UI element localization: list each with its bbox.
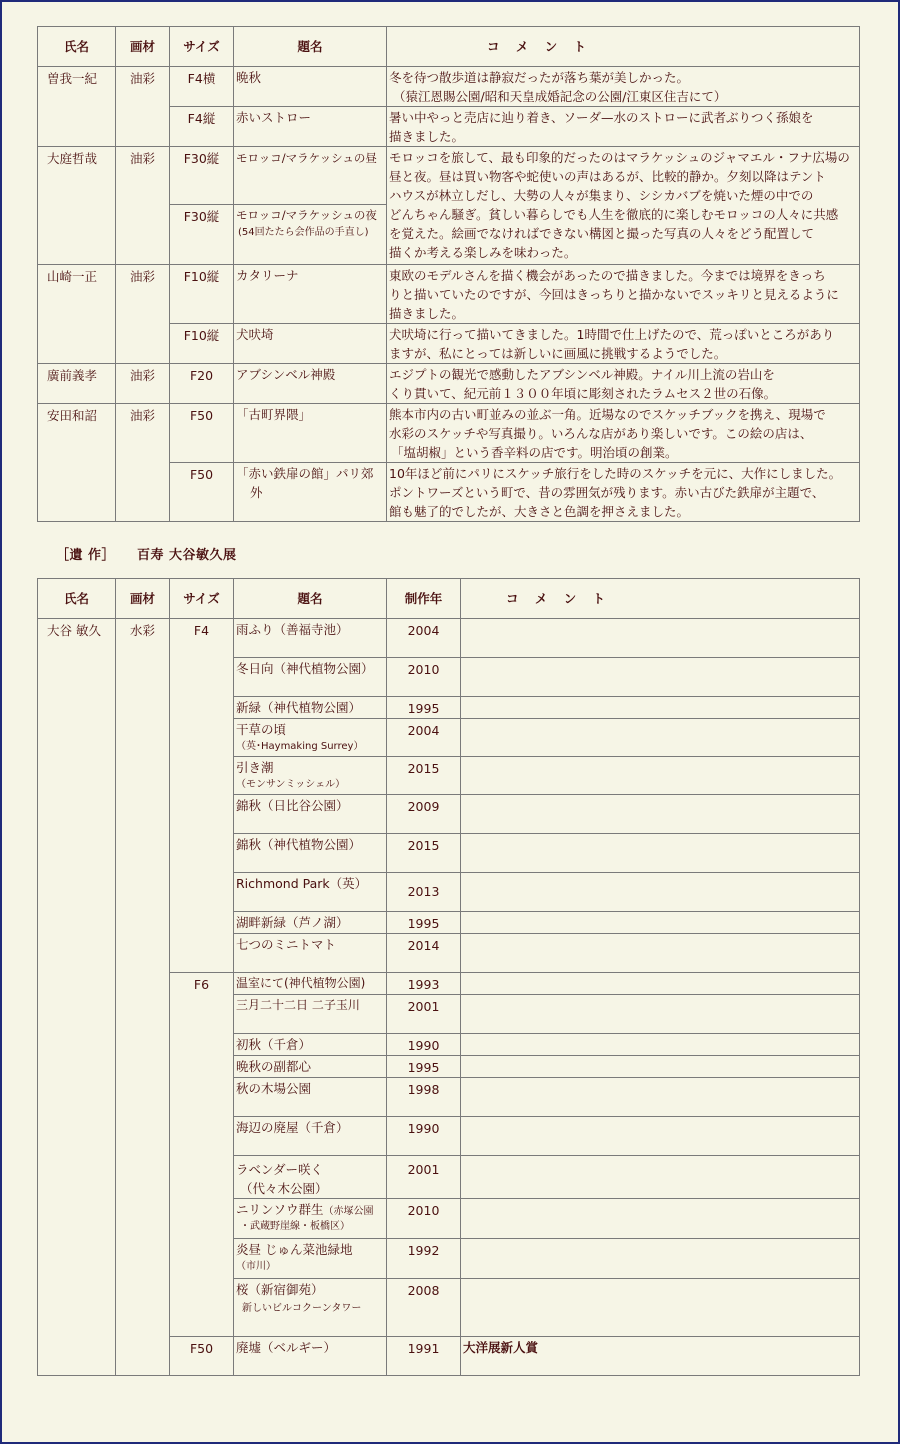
work-comment	[387, 463, 860, 522]
table-row	[38, 265, 860, 324]
work-year: 1995	[387, 912, 461, 934]
comment-line: ポントワーズという町で、昔の雰囲気が残ります。赤い古びた鉄扉が主題で、	[389, 485, 825, 500]
work-year: 1992	[387, 1239, 461, 1279]
title-text: （代々木公園）	[240, 1181, 328, 1196]
header-title: 題名	[234, 579, 387, 619]
work-year: 1995	[387, 1056, 461, 1078]
work-comment	[387, 67, 860, 107]
work-year: 2001	[387, 995, 461, 1034]
work-comment	[461, 719, 860, 757]
work-title: 廃墟（ベルギー）	[234, 1337, 387, 1376]
comment-line: 水彩のスケッチや写真撮り。いろんな店があり楽しいです。この絵の店は、	[389, 426, 813, 441]
work-title	[234, 205, 387, 265]
work-comment	[461, 1078, 860, 1117]
comment-line: （猿江恩賜公園/昭和天皇成婚記念の公園/江東区住吉にて）	[393, 89, 727, 104]
header-comment: コ メ ン ト	[387, 27, 860, 67]
work-size: F30縦	[170, 205, 234, 265]
work-comment	[461, 697, 860, 719]
title-note: （英･Haymaking Surrey）	[236, 741, 364, 752]
work-year: 2015	[387, 834, 461, 873]
title-text: モロッコ/マラケッシュの夜	[236, 208, 377, 222]
title-text: ニリンソウ群生	[236, 1202, 324, 1217]
work-title	[234, 1279, 387, 1337]
title-note: （市川）	[236, 1261, 276, 1272]
artist-medium: 油彩	[116, 265, 170, 364]
title-note: ・武蔵野崖線・板橋区）	[240, 1221, 350, 1232]
work-title: 錦秋（日比谷公園）	[234, 795, 387, 834]
work-title: 秋の木場公園	[234, 1078, 387, 1117]
work-title	[234, 1156, 387, 1199]
section-label: ［遺 作］	[56, 548, 116, 563]
work-year: 2010	[387, 1199, 461, 1239]
title-text: モロッコ/マラケッシュの昼	[236, 151, 377, 165]
work-title: アブシンベル神殿	[234, 364, 387, 404]
artist-name: 廣前義孝	[38, 364, 116, 404]
title-text: 桜（新宿御苑）	[236, 1282, 324, 1297]
title-note: 新しいビルコクーンタワー	[242, 1303, 362, 1314]
work-comment	[461, 658, 860, 697]
comment-line: 描くか考える楽しみを味わった。	[389, 245, 577, 260]
artist-name: 大谷 敏久	[38, 619, 116, 1376]
work-year: 2004	[387, 619, 461, 658]
title-note: （モンサンミッシェル）	[236, 779, 346, 790]
section-title: 百寿 大谷敏久展	[137, 548, 237, 563]
work-year: 1991	[387, 1337, 461, 1376]
artist-medium: 油彩	[116, 364, 170, 404]
work-title: 海辺の廃屋（千倉）	[234, 1117, 387, 1156]
work-year: 2013	[387, 873, 461, 912]
table-row	[38, 404, 860, 463]
table-header-row	[38, 579, 860, 619]
comment-line: 館も魅了的でしたが、大きさと色調を押さえました。	[389, 504, 690, 519]
work-title: 晩秋	[234, 67, 387, 107]
work-comment	[461, 1117, 860, 1156]
work-size: F4横	[170, 67, 234, 107]
work-comment	[461, 1279, 860, 1337]
work-comment	[461, 973, 860, 995]
work-year: 1995	[387, 697, 461, 719]
table-row	[38, 619, 860, 658]
title-note: （赤塚公園	[323, 1206, 374, 1217]
work-year: 2010	[387, 658, 461, 697]
work-title: 犬吠埼	[234, 324, 387, 364]
header-year: 制作年	[387, 579, 461, 619]
comment-line: 昼と夜。昼は買い物客や蛇使いの声はあるが、比較的静か。夕刻以降はテント	[389, 169, 826, 184]
work-size: F4縦	[170, 107, 234, 147]
work-size: F50	[170, 463, 234, 522]
work-title: 温室にて(神代植物公園)	[234, 973, 387, 995]
comment-line: 描きました。	[389, 306, 465, 321]
header-medium: 画材	[116, 579, 170, 619]
header-name: 氏名	[38, 579, 116, 619]
work-title: カタリーナ	[234, 265, 387, 324]
work-year: 1990	[387, 1034, 461, 1056]
header-title: 題名	[234, 27, 387, 67]
work-comment	[461, 619, 860, 658]
title-text: 引き潮	[236, 760, 274, 775]
memorial-exhibition-table	[37, 578, 860, 1376]
work-title: 雨ふり（善福寺池）	[234, 619, 387, 658]
header-medium: 画材	[116, 27, 170, 67]
work-title: Richmond Park（英）	[234, 873, 387, 912]
work-comment	[461, 834, 860, 873]
work-year: 1993	[387, 973, 461, 995]
comment-line: 東欧のモデルさんを描く機会があったので描きました。今までは境界をきっち	[389, 268, 826, 283]
comment-line: エジプトの観光で感動したアブシンベル神殿。ナイル川上流の岩山を	[389, 367, 775, 382]
work-comment	[461, 1199, 860, 1239]
comment-line: 暑い中やっと売店に辿り着き、ソーダ—水のストローに武者ぶりつく孫娘を	[389, 110, 814, 125]
comment-line: りと描いていたのですが、今回はきっちりと描かないでスッキリと見えるように	[389, 287, 839, 302]
work-comment	[387, 364, 860, 404]
work-title: 湖畔新緑（芦ノ湖）	[234, 912, 387, 934]
work-title: 初秋（千倉）	[234, 1034, 387, 1056]
artist-medium: 水彩	[116, 619, 170, 1376]
work-comment	[387, 265, 860, 324]
work-title	[234, 147, 387, 205]
header-size: サイズ	[170, 579, 234, 619]
work-size: F10縦	[170, 324, 234, 364]
comment-line: 熊本市内の古い町並みの並ぶ一角。近場なのでスケッチブックを携え、現場で	[389, 407, 826, 422]
header-size: サイズ	[170, 27, 234, 67]
comment-line: ますが、私にとっては新しいに画風に挑戦するようでした。	[389, 346, 727, 361]
table-row	[38, 147, 860, 205]
work-title: 新緑（神代植物公園）	[234, 697, 387, 719]
comment-line: くり貫いて、紀元前１３００年頃に彫刻されたラムセス２世の石像。	[389, 386, 777, 401]
work-year: 1990	[387, 1117, 461, 1156]
table-row	[38, 67, 860, 107]
work-comment	[461, 873, 860, 912]
work-comment	[461, 1239, 860, 1279]
artist-name: 曽我一紀	[38, 67, 116, 147]
work-comment	[461, 995, 860, 1034]
work-comment	[461, 757, 860, 795]
work-title: 七つのミニトマト	[234, 934, 387, 973]
work-comment: 大洋展新人賞	[461, 1337, 860, 1376]
table-row	[38, 364, 860, 404]
comment-line: モロッコを旅して、最も印象的だったのはマラケッシュのジャマエル・フナ広場の	[389, 150, 850, 165]
work-year: 1998	[387, 1078, 461, 1117]
work-comment	[461, 1034, 860, 1056]
work-comment	[387, 147, 860, 265]
work-title: 「古町界隈」	[234, 404, 387, 463]
work-year: 2015	[387, 757, 461, 795]
comment-line: 犬吠埼に行って描いてきました。1時間で仕上げたので、荒っぽいところがあり	[389, 327, 835, 342]
work-year: 2004	[387, 719, 461, 757]
work-title	[234, 1199, 387, 1239]
comment-line: 冬を待つ散歩道は静寂だったが落ち葉が美しかった。	[389, 70, 690, 85]
header-name: 氏名	[38, 27, 116, 67]
comment-line: ハウスが林立しだし、大勢の人々が集まり、シシカバブを焼いた煙の中での	[389, 188, 814, 203]
work-size: F50	[170, 1337, 234, 1376]
work-title: 三月二十二日 二子玉川	[234, 995, 387, 1034]
work-year: 2001	[387, 1156, 461, 1199]
table-header-row	[38, 27, 860, 67]
artist-medium: 油彩	[116, 147, 170, 265]
title-text: 炎昼 じゅん菜池緑地	[236, 1242, 353, 1257]
work-comment	[461, 934, 860, 973]
work-title	[234, 719, 387, 757]
artist-medium: 油彩	[116, 404, 170, 522]
work-title	[234, 463, 387, 522]
comment-line: 10年ほど前にパリにスケッチ旅行をした時のスケッチを元に、大作にしました。	[389, 466, 842, 481]
work-size: F6	[170, 973, 234, 1337]
comment-line: どんちゃん騒ぎ。貧しい暮らしでも人生を徹底的に楽しむモロッコの人々に共感	[389, 207, 839, 222]
section-heading	[56, 544, 237, 563]
artist-name: 大庭哲哉	[38, 147, 116, 265]
comment-line: 描きました。	[389, 129, 465, 144]
work-title	[234, 757, 387, 795]
work-size: F20	[170, 364, 234, 404]
work-year: 2008	[387, 1279, 461, 1337]
comment-line: 「塩胡椒」という香辛料の店です。明治頃の創業。	[391, 445, 678, 460]
title-text: 外	[250, 485, 263, 500]
work-comment	[461, 912, 860, 934]
title-note: (54回たたら会作品の手直し)	[238, 227, 369, 238]
work-year: 2009	[387, 795, 461, 834]
work-title: 晩秋の副都心	[234, 1056, 387, 1078]
work-year: 2014	[387, 934, 461, 973]
artist-name: 山崎一正	[38, 265, 116, 364]
work-comment	[461, 795, 860, 834]
work-size: F30縦	[170, 147, 234, 205]
work-title: 冬日向（神代植物公園）	[234, 658, 387, 697]
work-comment	[387, 107, 860, 147]
artist-name: 安田和詔	[38, 404, 116, 522]
work-comment	[387, 324, 860, 364]
header-comment: コ メ ン ト	[461, 579, 860, 619]
title-text: 「赤い鉄扉の館」パリ郊	[236, 466, 374, 481]
work-size: F4	[170, 619, 234, 973]
exhibition-table	[37, 26, 860, 522]
artist-medium: 油彩	[116, 67, 170, 147]
work-title: 錦秋（神代植物公園）	[234, 834, 387, 873]
work-title: 赤いストロー	[234, 107, 387, 147]
comment-line: を覚えた。絵画でなければできない構図と撮った写真の人々をどう配置して	[389, 226, 815, 241]
work-comment	[387, 404, 860, 463]
work-comment	[461, 1056, 860, 1078]
work-comment	[461, 1156, 860, 1199]
title-text: 干草の頃	[236, 722, 287, 737]
title-text: ラベンダー咲く	[236, 1162, 324, 1177]
work-size: F50	[170, 404, 234, 463]
work-title	[234, 1239, 387, 1279]
work-size: F10縦	[170, 265, 234, 324]
